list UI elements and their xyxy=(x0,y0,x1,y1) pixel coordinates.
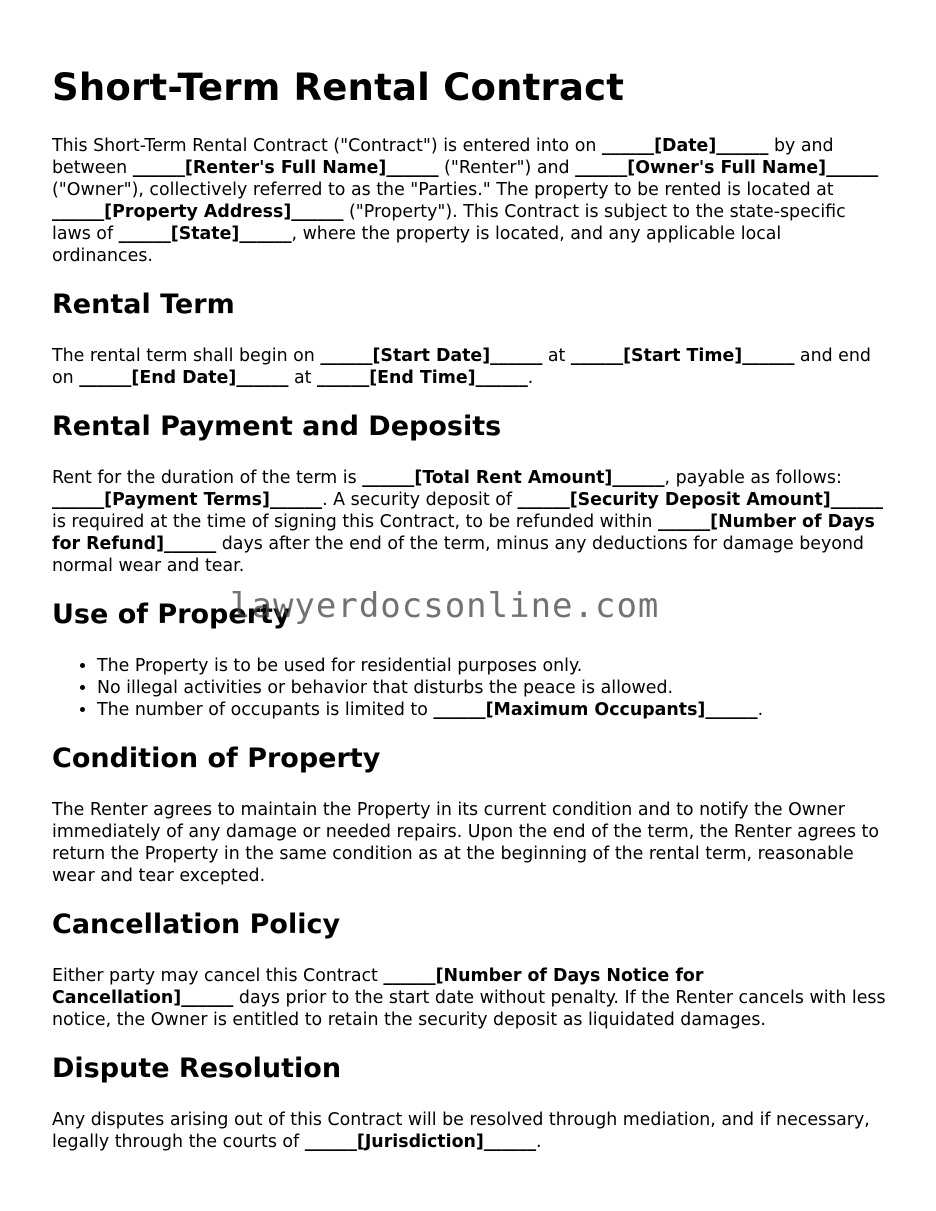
term-text-5: . xyxy=(527,368,534,388)
condition-heading: Condition of Property xyxy=(52,743,381,774)
cancellation-paragraph xyxy=(52,965,886,1031)
start-date-placeholder: ______[Start Date]______ xyxy=(320,346,543,366)
end-time-placeholder: ______[End Time]______ xyxy=(317,368,528,388)
rental-term-heading: Rental Term xyxy=(52,289,235,320)
document-page xyxy=(52,0,886,1153)
payment-text-3: . A security deposit of xyxy=(322,490,518,510)
intro-paragraph xyxy=(52,135,886,267)
list-item: • The Property is to be used for residential purposes only. xyxy=(97,655,886,677)
renter-name-placeholder: ______[Renter's Full Name]______ xyxy=(132,158,439,178)
property-address-placeholder: ______[Property Address]______ xyxy=(52,202,344,222)
payment-text-4: is required at the time of signing this Contract, to be refunded within xyxy=(52,512,658,532)
dispute-heading: Dispute Resolution xyxy=(52,1053,342,1084)
payment-text-1: Rent for the duration of the term is xyxy=(52,468,363,488)
refund-days-placeholder: ______[Number of Days for Refund]______ xyxy=(52,512,875,554)
payment-text-5: days after the end of the term, minus any deductions for damage beyond normal wear and tear. xyxy=(52,534,864,576)
start-time-placeholder: ______[Start Time]______ xyxy=(570,346,795,366)
notice-days-placeholder: ______[Number of Days Notice for Cancellation]______ xyxy=(52,966,704,1008)
term-text-3: and end on xyxy=(52,346,871,388)
payment-paragraph xyxy=(52,467,886,577)
occupants-text-2: . xyxy=(757,700,764,720)
watermark: lawyerdocsonline.com xyxy=(230,586,660,626)
intro-text-6: , where the property is located, and any applicable local ordinances. xyxy=(52,224,782,266)
term-text-1: The rental term shall begin on xyxy=(52,346,321,366)
term-text-2: at xyxy=(542,346,571,366)
dispute-text-2: . xyxy=(536,1132,542,1152)
end-date-placeholder: ______[End Date]______ xyxy=(79,368,289,388)
payment-terms-placeholder: ______[Payment Terms]______ xyxy=(52,490,323,510)
list-item xyxy=(97,699,886,721)
intro-text-1: This Short-Term Rental Contract ("Contract") is entered into on xyxy=(52,136,602,156)
state-placeholder: ______[State]______ xyxy=(118,224,292,244)
rental-term-paragraph xyxy=(52,345,886,389)
cancel-text-1: Either party may cancel this Contract xyxy=(52,966,384,986)
dispute-paragraph xyxy=(52,1109,886,1153)
intro-text-3: ("Renter") and xyxy=(438,158,576,178)
date-placeholder: ______[Date]______ xyxy=(601,136,769,156)
deposit-amount-placeholder: ______[Security Deposit Amount]______ xyxy=(517,490,883,510)
jurisdiction-placeholder: ______[Jurisdiction]______ xyxy=(304,1132,537,1152)
total-rent-placeholder: ______[Total Rent Amount]______ xyxy=(362,468,665,488)
use-of-property-heading: Use of Property xyxy=(52,599,291,630)
use-of-property-list xyxy=(52,655,886,721)
document-title: Short-Term Rental Contract xyxy=(52,66,625,109)
cancellation-heading: Cancellation Policy xyxy=(52,909,341,940)
condition-paragraph: The Renter agrees to maintain the Property in its current condition and to notify the Owner immediately of any damage or needed repairs. Upon the end of the term, the Renter agrees to return the Property in the same condition as at the beginning of the rental term, reasonable wear and tear excepted. xyxy=(52,800,879,886)
intro-text-2: by and between xyxy=(52,136,834,178)
dispute-text-1: Any disputes arising out of this Contract will be resolved through mediation, and if necessary, legally through the courts of xyxy=(52,1110,870,1152)
list-item: • No illegal activities or behavior that disturbs the peace is allowed. xyxy=(97,677,886,699)
term-text-4: at xyxy=(288,368,318,388)
payment-heading: Rental Payment and Deposits xyxy=(52,411,502,442)
payment-text-2: , payable as follows: xyxy=(664,468,842,488)
owner-name-placeholder: ______[Owner's Full Name]______ xyxy=(575,158,879,178)
intro-text-4: ("Owner"), collectively referred to as the "Parties." The property to be rented is located at xyxy=(52,180,834,200)
occupants-text-1: The number of occupants is limited to xyxy=(97,700,434,720)
cancel-text-2: days prior to the start date without penalty. If the Renter cancels with less notice, the Owner is entitled to retain the security deposit as liquidated damages. xyxy=(52,988,886,1030)
max-occupants-placeholder: ______[Maximum Occupants]______ xyxy=(433,700,758,720)
intro-text-5: ("Property"). This Contract is subject to the state-specific laws of xyxy=(52,202,846,244)
